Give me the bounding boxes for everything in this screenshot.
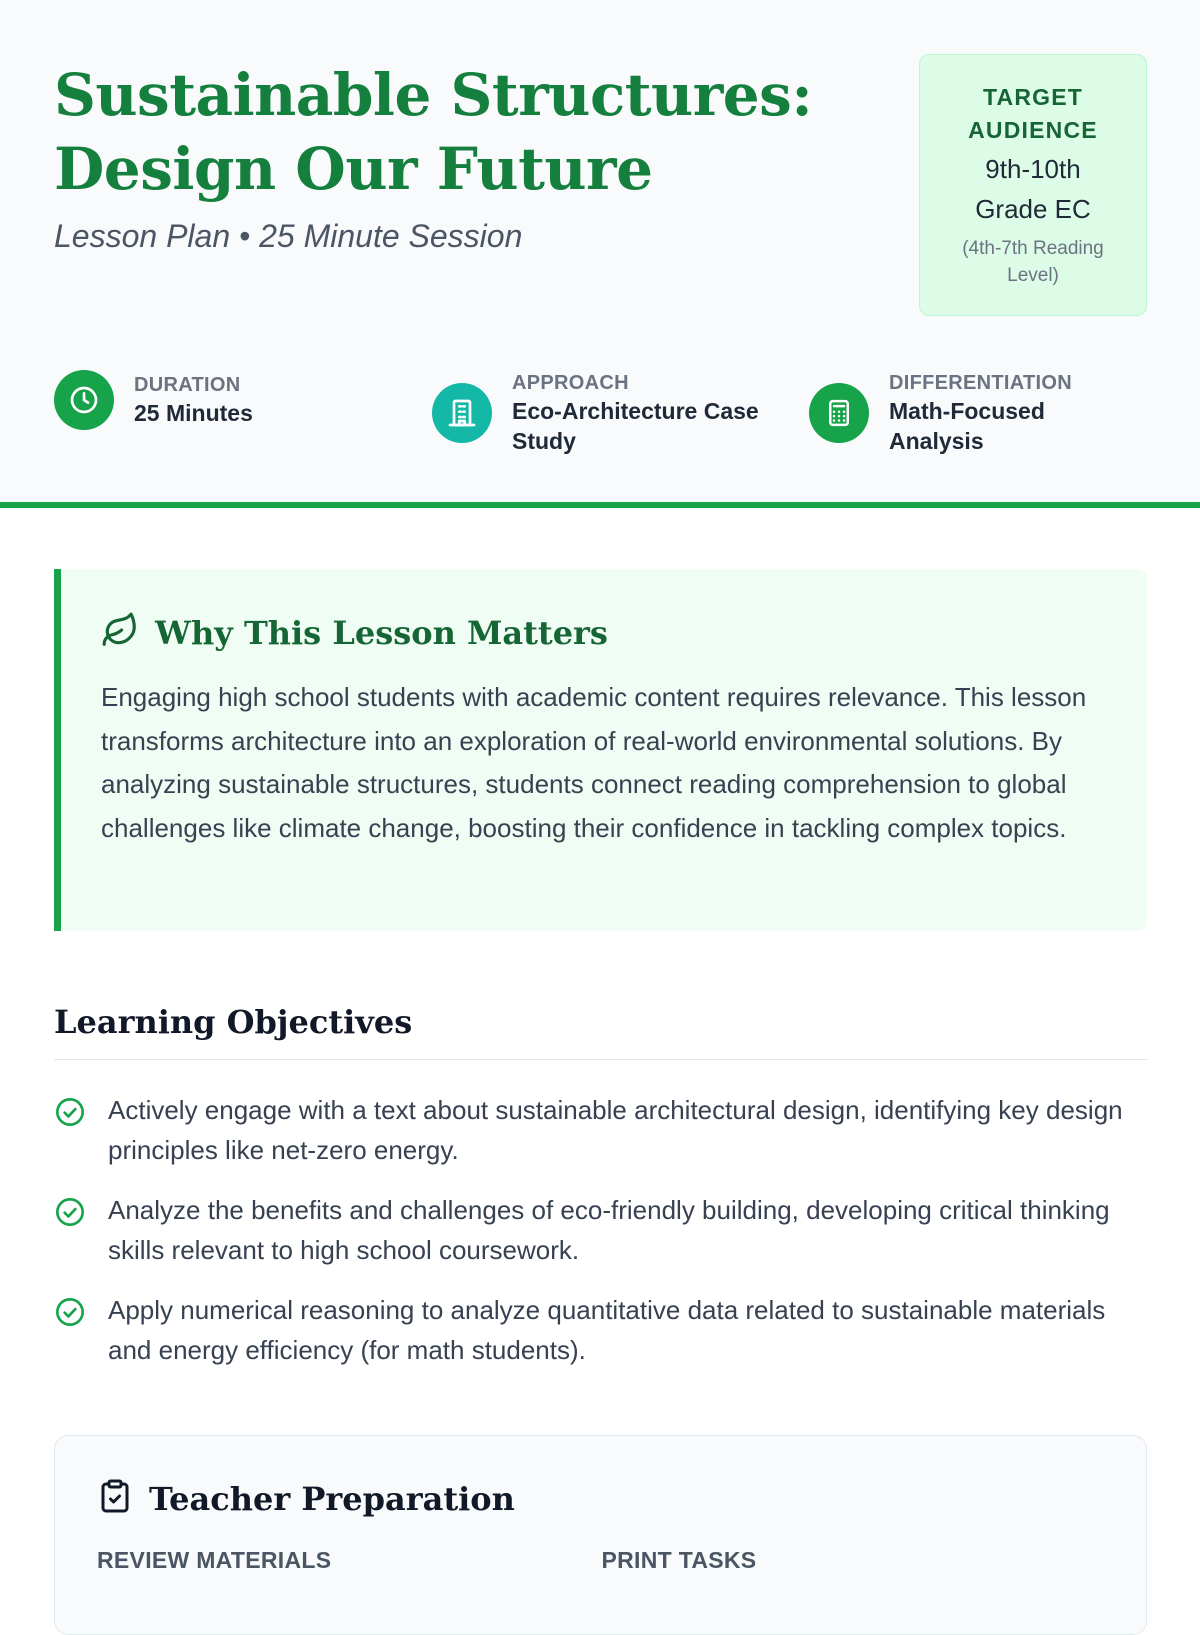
meta-value: 25 Minutes [134, 400, 253, 426]
leaf-icon [101, 611, 139, 654]
calculator-icon [809, 383, 869, 443]
clipboard-check-icon [97, 1478, 133, 1519]
meta-differentiation [809, 370, 1072, 456]
print-tasks-heading: PRINT TASKS [601, 1547, 757, 1573]
page-subtitle: Lesson Plan • 25 Minute Session [54, 218, 523, 254]
objective-text: Analyze the benefits and challenges of eco-friendly building, developing critical thinking skills relevant to high school coursework. [108, 1195, 1110, 1265]
check-circle-icon [54, 1096, 86, 1128]
building-icon [432, 383, 492, 443]
list-item [54, 1190, 1147, 1270]
objective-text: Actively engage with a text about sustainable architectural design, identifying key design principles like net-zero energy. [108, 1095, 1123, 1165]
meta-duration-text [134, 372, 253, 428]
meta-approach [432, 370, 759, 456]
prep-header [97, 1478, 1106, 1519]
audience-grade [920, 149, 1146, 229]
list-item [54, 1090, 1147, 1170]
objective-text: Apply numerical reasoning to analyze quantitative data related to sustainable materials and energy efficiency (for math students). [108, 1295, 1106, 1365]
audience-label-line-1: TARGET [982, 84, 1084, 110]
meta-value-line-2: Analysis [889, 428, 984, 454]
meta-label: DIFFERENTIATION [889, 372, 1073, 394]
meta-label: APPROACH [512, 372, 629, 394]
audience-grade-line-1: 9th-10th [985, 154, 1081, 184]
meta-value-line-1: Math-Focused [889, 398, 1045, 424]
meta-value [512, 396, 759, 456]
meta-differentiation-text [889, 370, 1072, 456]
why-title: Why This Lesson Matters [155, 613, 608, 652]
audience-reading-level [920, 235, 1146, 289]
objectives-list [54, 1090, 1147, 1390]
objectives-title: Learning Objectives [54, 1003, 413, 1041]
check-circle-icon [54, 1196, 86, 1228]
audience-note-line-2: Level) [1007, 265, 1059, 286]
meta-approach-text [512, 370, 759, 456]
objectives-divider [54, 1059, 1147, 1060]
teacher-preparation-card [54, 1435, 1147, 1635]
meta-value-line-2: Study [512, 428, 576, 454]
page-title [54, 58, 814, 206]
target-audience-card [919, 54, 1147, 316]
why-lesson-matters-card [54, 569, 1147, 931]
meta-label: DURATION [134, 374, 241, 396]
review-materials-heading: REVIEW MATERIALS [97, 1547, 332, 1573]
title-line-2: Design Our Future [54, 135, 653, 203]
title-line-1: Sustainable Structures: [54, 61, 813, 129]
audience-grade-line-2: Grade EC [975, 194, 1091, 224]
meta-duration [54, 370, 253, 430]
prep-columns [97, 1547, 1106, 1574]
audience-label-line-2: AUDIENCE [968, 117, 1098, 143]
audience-label [920, 81, 1146, 147]
why-body: Engaging high school students with academic content requires relevance. This lesson transforms architecture into an exploration of real-world environmental solutions. By analyzing sustainable structures, students connect reading comprehension to global challenges like climate change, boosting their confidence in tackling complex topics. [101, 682, 1087, 843]
list-item [54, 1290, 1147, 1370]
check-circle-icon [54, 1296, 86, 1328]
audience-note-line-1: (4th-7th Reading [962, 238, 1104, 259]
meta-value [889, 396, 1072, 456]
why-header [101, 611, 1107, 654]
prep-title: Teacher Preparation [149, 1479, 515, 1518]
meta-value-line-1: Eco-Architecture Case [512, 398, 759, 424]
lesson-header [0, 0, 1200, 508]
clock-icon [54, 370, 114, 430]
